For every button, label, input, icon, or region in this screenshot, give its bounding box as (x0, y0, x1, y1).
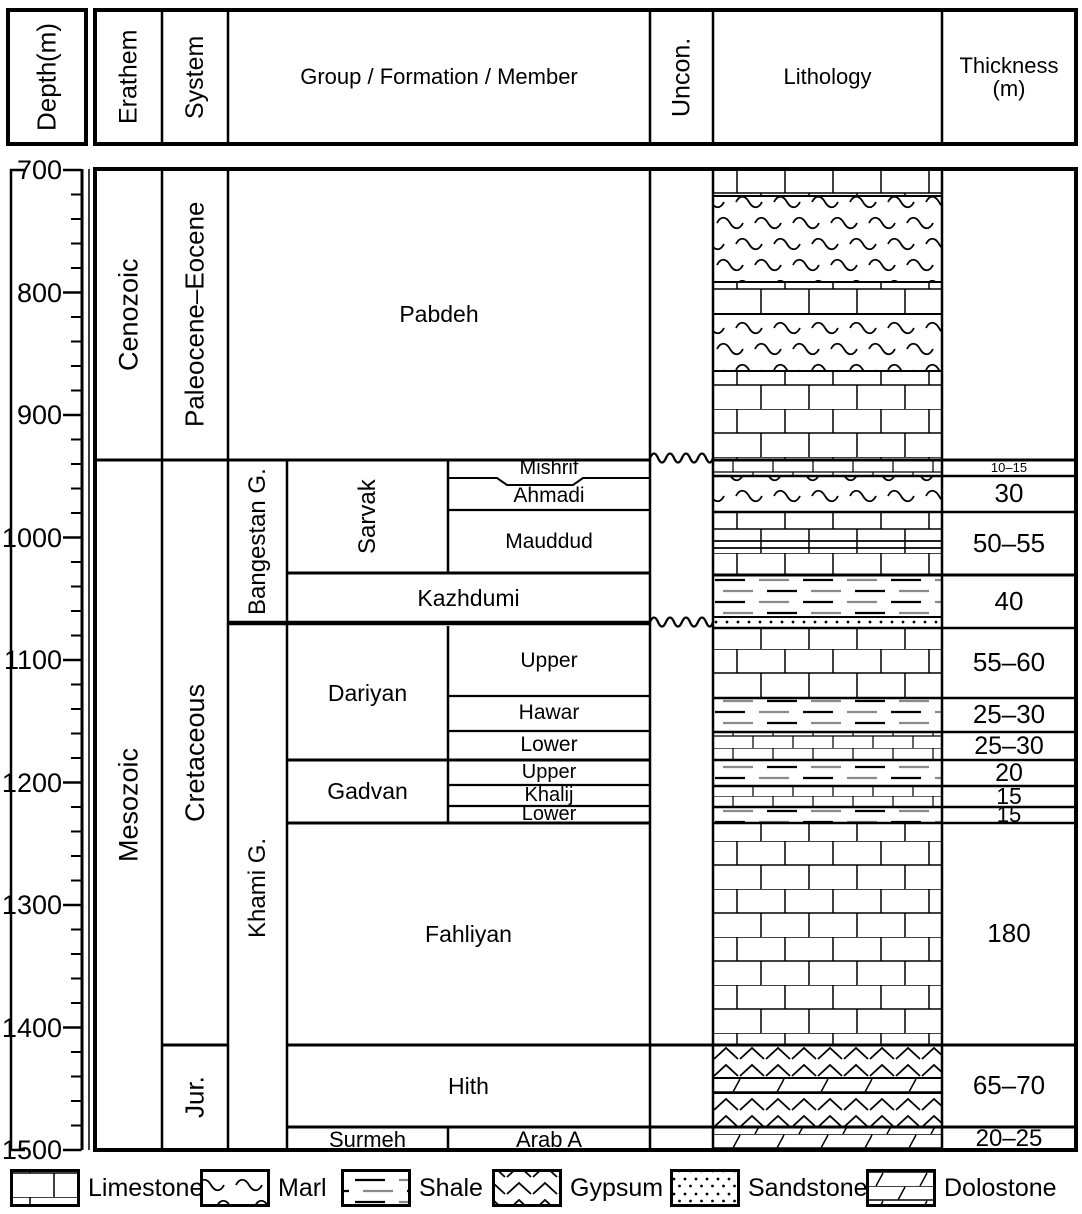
legend-label-marl: Marl (278, 1173, 327, 1202)
header-system: System (180, 35, 209, 119)
limestone-pattern-icon (10, 1169, 80, 1207)
system-cretaceous: Cretaceous (179, 683, 210, 822)
formation-kazhdumi: Kazhdumi (417, 584, 520, 611)
legend-item-marl (200, 1168, 327, 1208)
depth-tick-label: 1500 (1, 1135, 62, 1165)
legend-item-shale (341, 1168, 483, 1208)
erathem-cenozoic: Cenozoic (113, 258, 144, 371)
erathem-mesozoic: Mesozoic (113, 747, 144, 863)
header-thickness-line1: Thickness (959, 52, 1059, 78)
header-group-formation-member: Group / Formation / Member (300, 64, 578, 90)
system-paleocene-eocene: Paleocene–Eocene (179, 201, 210, 428)
legend-label-limestone: Limestone (88, 1173, 204, 1202)
sandstone-pattern-icon (670, 1169, 740, 1207)
member-mishrif: Mishrif (519, 457, 579, 479)
legend-label-dolostone: Dolostone (944, 1173, 1057, 1202)
thickness-mauddud: 50–55 (972, 527, 1046, 558)
depth-tick-label: 1300 (1, 890, 62, 920)
header-thickness (942, 10, 1076, 144)
legend-label-sandstone: Sandstone (748, 1173, 868, 1202)
header-depth-line1: Depth (31, 61, 62, 132)
depth-tick-label: 900 (16, 400, 62, 430)
formation-sarvak: Sarvak (353, 479, 381, 554)
thickness-gadvan-upper: 20 (995, 758, 1023, 787)
formation-hith: Hith (448, 1072, 489, 1099)
member-arab-a: Arab A (515, 1126, 583, 1152)
member-gadvan-lower: Lower (521, 803, 577, 825)
formation-gadvan: Gadvan (327, 778, 408, 805)
header-depth-line2: (m) (31, 22, 62, 62)
thickness-hith: 65–70 (972, 1070, 1046, 1101)
thickness-gadvan-lower: 15 (996, 802, 1022, 828)
member-dariyan-upper: Upper (520, 648, 578, 672)
gypsum-pattern-icon (492, 1169, 562, 1207)
header-uncon: Uncon. (667, 37, 696, 117)
member-dariyan-lower: Lower (520, 733, 578, 757)
thickness-kazhdumi: 40 (994, 585, 1024, 616)
thickness-mishrif: 10–15 (990, 460, 1028, 476)
member-hawar: Hawar (518, 701, 580, 725)
group-khami: Khami G. (243, 837, 271, 939)
group-bangestan: Bangestan G. (243, 468, 271, 615)
legend-item-sandstone (670, 1168, 868, 1208)
thickness-dariyan-lower: 25–30 (974, 731, 1044, 760)
thickness-fahliyan: 180 (987, 918, 1031, 949)
depth-tick-label: 1400 (1, 1012, 62, 1043)
thickness-dariyan-upper: 55–60 (972, 647, 1046, 678)
formation-fahliyan: Fahliyan (425, 920, 512, 947)
thickness-khalij: 15 (996, 783, 1022, 810)
legend-label-shale: Shale (419, 1173, 483, 1202)
marl-pattern-icon (200, 1169, 270, 1207)
thickness-ahmadi: 30 (994, 478, 1024, 509)
formation-dariyan: Dariyan (327, 679, 408, 706)
legend-item-dolostone (866, 1168, 1057, 1208)
depth-tick-label: 800 (16, 277, 62, 308)
depth-tick-label: 1100 (3, 645, 62, 675)
system-jurassic: Jur. (179, 1076, 210, 1119)
lithology-column (713, 169, 942, 1150)
depth-tick-label: 1000 (1, 522, 62, 553)
header-lithology: Lithology (783, 64, 872, 90)
member-gadvan-upper: Upper (521, 761, 577, 783)
thickness-hawar: 25–30 (972, 699, 1046, 730)
depth-tick-label: 700 (16, 155, 62, 185)
shale-pattern-icon (341, 1169, 411, 1207)
member-khalij: Khalij (524, 784, 574, 806)
depth-tick-label: 1200 (1, 767, 62, 798)
dolostone-pattern-icon (866, 1169, 936, 1207)
header-depth (6, 8, 88, 146)
formation-pabdeh: Pabdeh (399, 301, 479, 328)
unconformity-symbols (650, 454, 713, 627)
formation-surmeh: Surmeh (328, 1126, 407, 1152)
thickness-surmeh: 20–25 (975, 1124, 1043, 1152)
member-mauddud: Mauddud (505, 530, 593, 554)
legend-label-gypsum: Gypsum (570, 1173, 664, 1202)
legend-item-gypsum (492, 1168, 663, 1208)
legend-item-limestone (10, 1168, 203, 1208)
header-thickness-line2: (m) (992, 76, 1026, 101)
header-erathem: Erathem (114, 29, 143, 125)
member-ahmadi: Ahmadi (513, 483, 585, 507)
